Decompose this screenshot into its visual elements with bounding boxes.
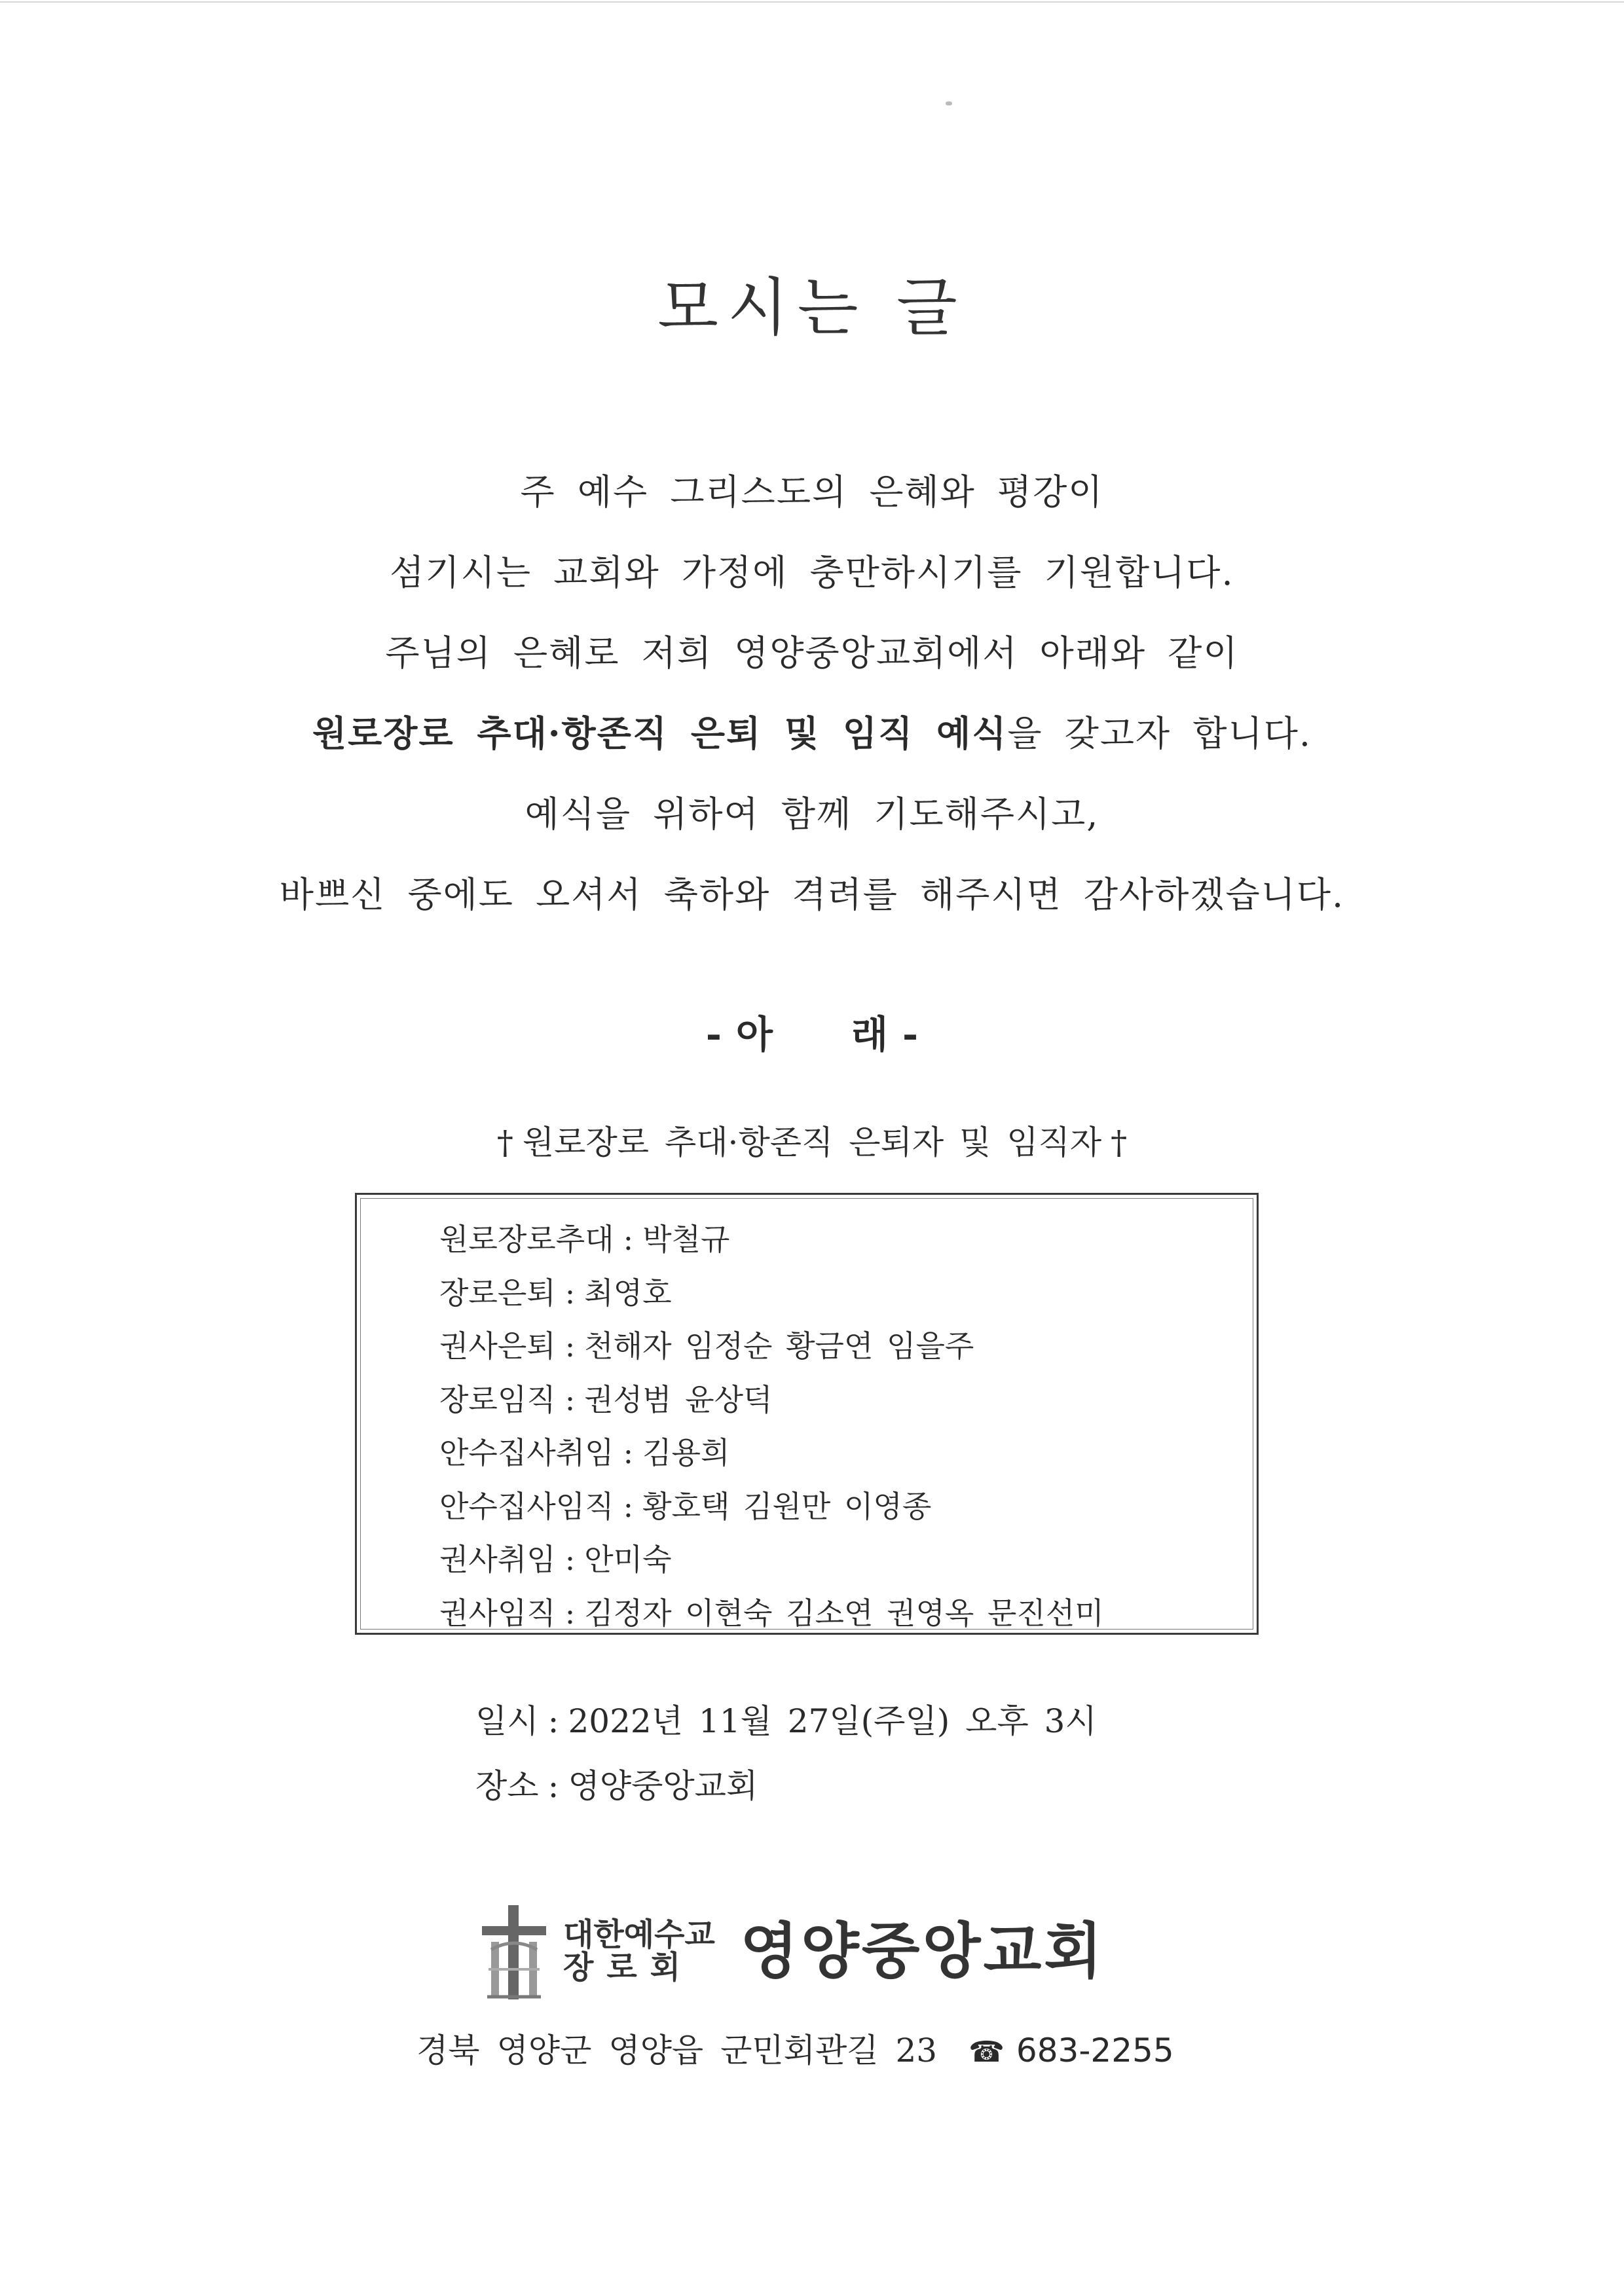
intro-line-6: 바쁘신 중에도 오셔서 축하와 격려를 해주시면 감사하겠습니다. bbox=[279, 874, 1345, 915]
roster-row bbox=[439, 1374, 1104, 1427]
roster-role: 안수집사취임 bbox=[439, 1435, 614, 1470]
scan-edge-line bbox=[0, 1, 1624, 3]
roster-names: 황호택 김원만 이영종 bbox=[642, 1488, 932, 1524]
denomination-line-1: 대한예수교 bbox=[563, 1916, 715, 1953]
event-place-value: 영양중앙교회 bbox=[568, 1767, 758, 1805]
event-schedule bbox=[475, 1689, 1097, 1819]
roster-names: 천해자 임정순 황금연 임을주 bbox=[584, 1328, 974, 1364]
roster-separator: : bbox=[564, 1328, 576, 1364]
intro-line-3: 주님의 은혜로 저희 영양중앙교회에서 아래와 같이 bbox=[385, 632, 1239, 674]
roster-row bbox=[439, 1267, 1104, 1321]
roster-role: 안수집사임직 bbox=[439, 1488, 614, 1524]
telephone-icon: ☎ bbox=[969, 2035, 1005, 2069]
roster-names: 최영호 bbox=[584, 1275, 672, 1311]
roster-list bbox=[439, 1213, 1104, 1640]
intro-line-4 bbox=[0, 693, 1624, 774]
roster-separator: : bbox=[564, 1595, 576, 1631]
church-name: 영양중앙교회 bbox=[740, 1916, 1105, 1986]
church-logo bbox=[478, 1904, 1153, 2002]
event-date-value: 2022년 11월 27일(주일) 오후 3시 bbox=[568, 1702, 1097, 1740]
intro-line-4-rest: 을 갖고자 합니다. bbox=[1007, 713, 1312, 754]
roster-role: 권사취임 bbox=[439, 1542, 556, 1577]
roster-role: 원로장로추대 bbox=[439, 1222, 614, 1257]
roster-separator: : bbox=[623, 1488, 634, 1524]
phone-group bbox=[969, 2032, 1174, 2069]
below-heading-dash-right: - bbox=[902, 1012, 919, 1057]
event-date-row bbox=[475, 1689, 1097, 1754]
intro-line-5: 예식을 위하여 함께 기도해주시고, bbox=[525, 793, 1099, 835]
event-date-separator: : bbox=[547, 1702, 559, 1740]
roster-row bbox=[439, 1587, 1104, 1641]
roster-separator: : bbox=[564, 1542, 576, 1577]
roster-row bbox=[439, 1320, 1104, 1374]
roster-names: 안미숙 bbox=[584, 1542, 672, 1577]
roster-row bbox=[439, 1480, 1104, 1534]
phone-number: 683-2255 bbox=[1016, 2032, 1174, 2069]
event-date-label: 일시 bbox=[475, 1702, 539, 1740]
roster-names: 권성범 윤상덕 bbox=[584, 1381, 773, 1417]
roster-heading bbox=[0, 1116, 1624, 1169]
intro-line-1: 주 예수 그리스도의 은혜와 평강이 bbox=[520, 471, 1104, 513]
roster-row bbox=[439, 1213, 1104, 1267]
scan-speck bbox=[946, 101, 952, 105]
intro-paragraph bbox=[0, 452, 1624, 935]
denomination-name bbox=[563, 1918, 715, 1984]
roster-box bbox=[355, 1193, 1259, 1635]
roster-role: 권사은퇴 bbox=[439, 1328, 556, 1364]
intro-line-2: 섬기시는 교회와 가정에 충만하시기를 기원합니다. bbox=[390, 552, 1234, 593]
roster-separator: : bbox=[564, 1381, 576, 1417]
roster-separator: : bbox=[623, 1435, 634, 1470]
intro-emphasis: 원로장로 추대·항존직 은퇴 및 임직 예식 bbox=[312, 712, 1008, 754]
roster-separator: : bbox=[564, 1275, 576, 1311]
roster-names: 김용희 bbox=[642, 1435, 730, 1470]
roster-names: 김정자 이현숙 김소연 권영옥 문진선미 bbox=[584, 1595, 1104, 1631]
roster-role: 장로임직 bbox=[439, 1381, 556, 1417]
cross-logo-icon bbox=[478, 1904, 550, 2002]
page-title: 모시는 글 bbox=[657, 271, 967, 344]
below-heading-dash-left: - bbox=[705, 1012, 722, 1057]
event-place-label: 장소 bbox=[475, 1767, 539, 1805]
cross-icon-right: † bbox=[1111, 1123, 1128, 1161]
footer-contact bbox=[416, 2024, 1174, 2079]
church-address: 경북 영양군 영양읍 군민회관길 23 bbox=[416, 2032, 938, 2069]
below-heading bbox=[0, 1008, 1624, 1061]
roster-role: 장로은퇴 bbox=[439, 1275, 556, 1311]
denomination-line-2: 장로회 bbox=[563, 1949, 694, 1986]
roster-row bbox=[439, 1533, 1104, 1587]
roster-row bbox=[439, 1427, 1104, 1480]
roster-separator: : bbox=[623, 1222, 634, 1257]
event-place-row bbox=[475, 1754, 1097, 1819]
roster-heading-text: 원로장로 추대·항존직 은퇴자 및 임직자 bbox=[522, 1123, 1102, 1161]
cross-icon-left: † bbox=[496, 1123, 513, 1161]
roster-names: 박철규 bbox=[642, 1222, 730, 1257]
below-heading-char-1: 아 bbox=[735, 1012, 773, 1057]
event-place-separator: : bbox=[547, 1767, 559, 1805]
roster-role: 권사임직 bbox=[439, 1595, 556, 1631]
below-heading-char-2: 래 bbox=[851, 1012, 889, 1057]
